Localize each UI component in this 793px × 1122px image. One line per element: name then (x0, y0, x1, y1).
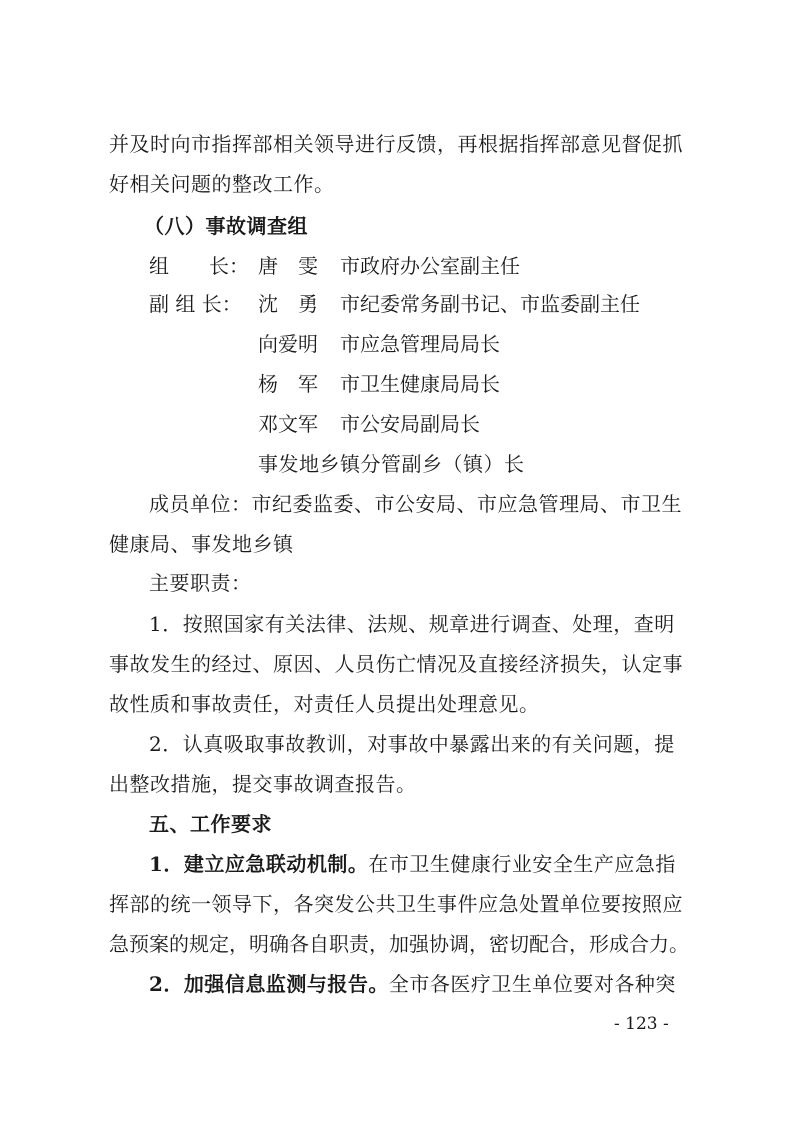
paragraph-line: 挥部的统一领导下，各突发公共卫生事件应急处置单位要按照应 (109, 892, 683, 916)
person-title: 市纪委常务副书记、市监委副主任 (340, 292, 640, 316)
paragraph-line (149, 974, 676, 994)
person-title: 市应急管理局局长 (340, 332, 500, 356)
paragraph-line: 事故发生的经过、原因、人员伤亡情况及直接经济损失，认定事 (109, 652, 683, 676)
role-label: 副 组 长： (149, 292, 242, 316)
line-rest: 在市卫生健康行业安全生产应急指 (368, 852, 676, 876)
person-title: 市公安局副局长 (340, 412, 480, 436)
line-rest: 全市各医疗卫生单位要对各种突 (388, 972, 676, 996)
person-title: 市卫生健康局局长 (340, 372, 500, 396)
role-label: 组 长： (149, 254, 249, 278)
page-number: - 123 - (614, 1014, 669, 1034)
person-title: 市政府办公室副主任 (340, 254, 520, 278)
person-name: 邓文军 (258, 412, 318, 436)
paragraph-line: 1．按照国家有关法律、法规、规章进行调查、处理，查明 (149, 612, 675, 636)
deputy-extra: 事发地乡镇分管副乡（镇）长 (258, 452, 525, 476)
person-name: 杨 军 (258, 372, 318, 396)
paragraph-line: 好相关问题的整改工作。 (109, 172, 335, 196)
paragraph-line: 健康局、事发地乡镇 (109, 532, 294, 556)
person-name: 向爱明 (258, 332, 318, 356)
person-name: 沈 勇 (258, 292, 318, 316)
paragraph-line: 故性质和事故责任，对责任人员提出处理意见。 (109, 692, 540, 716)
section-heading: （八）事故调查组 (144, 214, 308, 238)
paragraph-line: 出整改措施，提交事故调查报告。 (109, 772, 417, 796)
paragraph-line: 并及时向市指挥部相关领导进行反馈，再根据指挥部意见督促抓 (109, 132, 683, 156)
section-heading: 五、工作要求 (149, 812, 272, 836)
bold-lead: 2．加强信息监测与报告。 (149, 972, 389, 996)
paragraph-line: 急预案的规定，明确各自职责，加强协调，密切配合，形成合力。 (109, 932, 689, 956)
paragraph-line: 成员单位：市纪委监委、市公安局、市应急管理局、市卫生 (149, 492, 682, 516)
paragraph-line (149, 854, 676, 874)
person-name: 唐 雯 (258, 254, 318, 278)
paragraph-line: 主要职责： (149, 571, 252, 595)
bold-lead: 1．建立应急联动机制。 (149, 852, 369, 876)
paragraph-line: 2．认真吸取事故教训，对事故中暴露出来的有关问题，提 (149, 732, 675, 756)
